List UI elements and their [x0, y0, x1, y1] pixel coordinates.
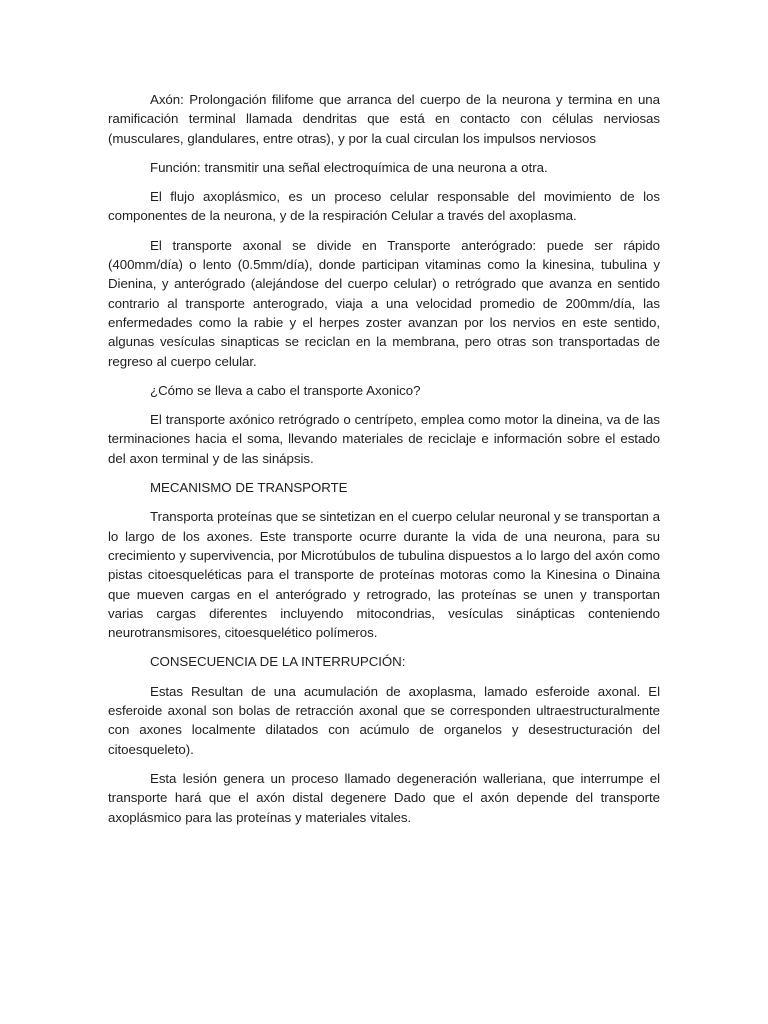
section-heading-consequence: CONSECUENCIA DE LA INTERRUPCIÓN:	[150, 654, 406, 670]
paragraph-axoplasmic-flow: El flujo axoplásmico, es un proceso celular responsable del movimiento de los componentes de la neurona, y de la respiración Celular a través del axoplasma.	[108, 189, 660, 224]
paragraph-mechanism: Transporta proteínas que se sintetizan en el cuerpo celular neuronal y se transportan a lo largo de los axones. Este transporte ocurre durante la vida de una neurona, para su crecimiento y supervivencia, por Microtúbulos de tubulina dispuestos a lo largo del axón como pistas citoesqueléticas para el transporte de proteínas motoras como la Kinesina o Dinaina que mueven cargas en el anterógrado y retrogrado, las proteínas se unen y transportan varias cargas diferentes incluyendo mitocondrias, vesículas sinápticas conteniendo neurotransmisores, citoesquelético polímeros.	[108, 509, 660, 641]
paragraph-axonal-spheroid: Estas Resultan de una acumulación de axoplasma, lamado esferoide axonal. El esferoide axonal son bolas de retracción axonal que se corresponden ultraestructuralmente con axones localmente dilatados con acúmulo de organelos y desestructuración del citoesqueleto).	[108, 683, 660, 757]
paragraph-function: Función: transmitir una señal electroquímica de una neurona a otra.	[150, 159, 548, 175]
paragraph-retrograde-transport: El transporte axónico retrógrado o centrípeto, emplea como motor la dineina, va de las terminaciones hacia el soma, llevando materiales de reciclaje e información sobre el estado del axon terminal y de las sinápsis.	[108, 412, 660, 466]
paragraph-wallerian-degeneration: Esta lesión genera un proceso llamado degeneración walleriana, que interrumpe el transporte hará que el axón distal degenere Dado que el axón depende del transporte axoplásmico para las proteínas y materiales vitales.	[108, 770, 660, 825]
section-heading-mechanism: MECANISMO DE TRANSPORTE	[150, 480, 348, 496]
paragraph-question: ¿Cómo se lleva a cabo el transporte Axonico?	[150, 382, 421, 398]
paragraph-axon-definition: Axón: Prolongación filifome que arranca del cuerpo de la neurona y termina en una ramificación terminal llamada dendritas que está en contacto con células nerviosas (musculares, glandulares, entre otras), y por la cual circulan los impulsos nerviosos	[108, 92, 660, 146]
paragraph-axonal-transport: El transporte axonal se divide en Transporte anterógrado: puede ser rápido (400mm/día) o lento (0.5mm/día), donde participan vitaminas como la kinesina, tubulina y Dienina, y anterógrado (alejándose del cuerpo celular) o retrógrado que avanza en sentido contrario al transporte anterogrado, viaja a una velocidad promedio de 200mm/día, las enfermedades como la rabie y el herpes zoster avanzan por los nervios en este sentido, algunas vesículas sinapticas se reciclan en la membrana, pero otras son transportadas de regreso al cuerpo celular.	[108, 237, 660, 369]
